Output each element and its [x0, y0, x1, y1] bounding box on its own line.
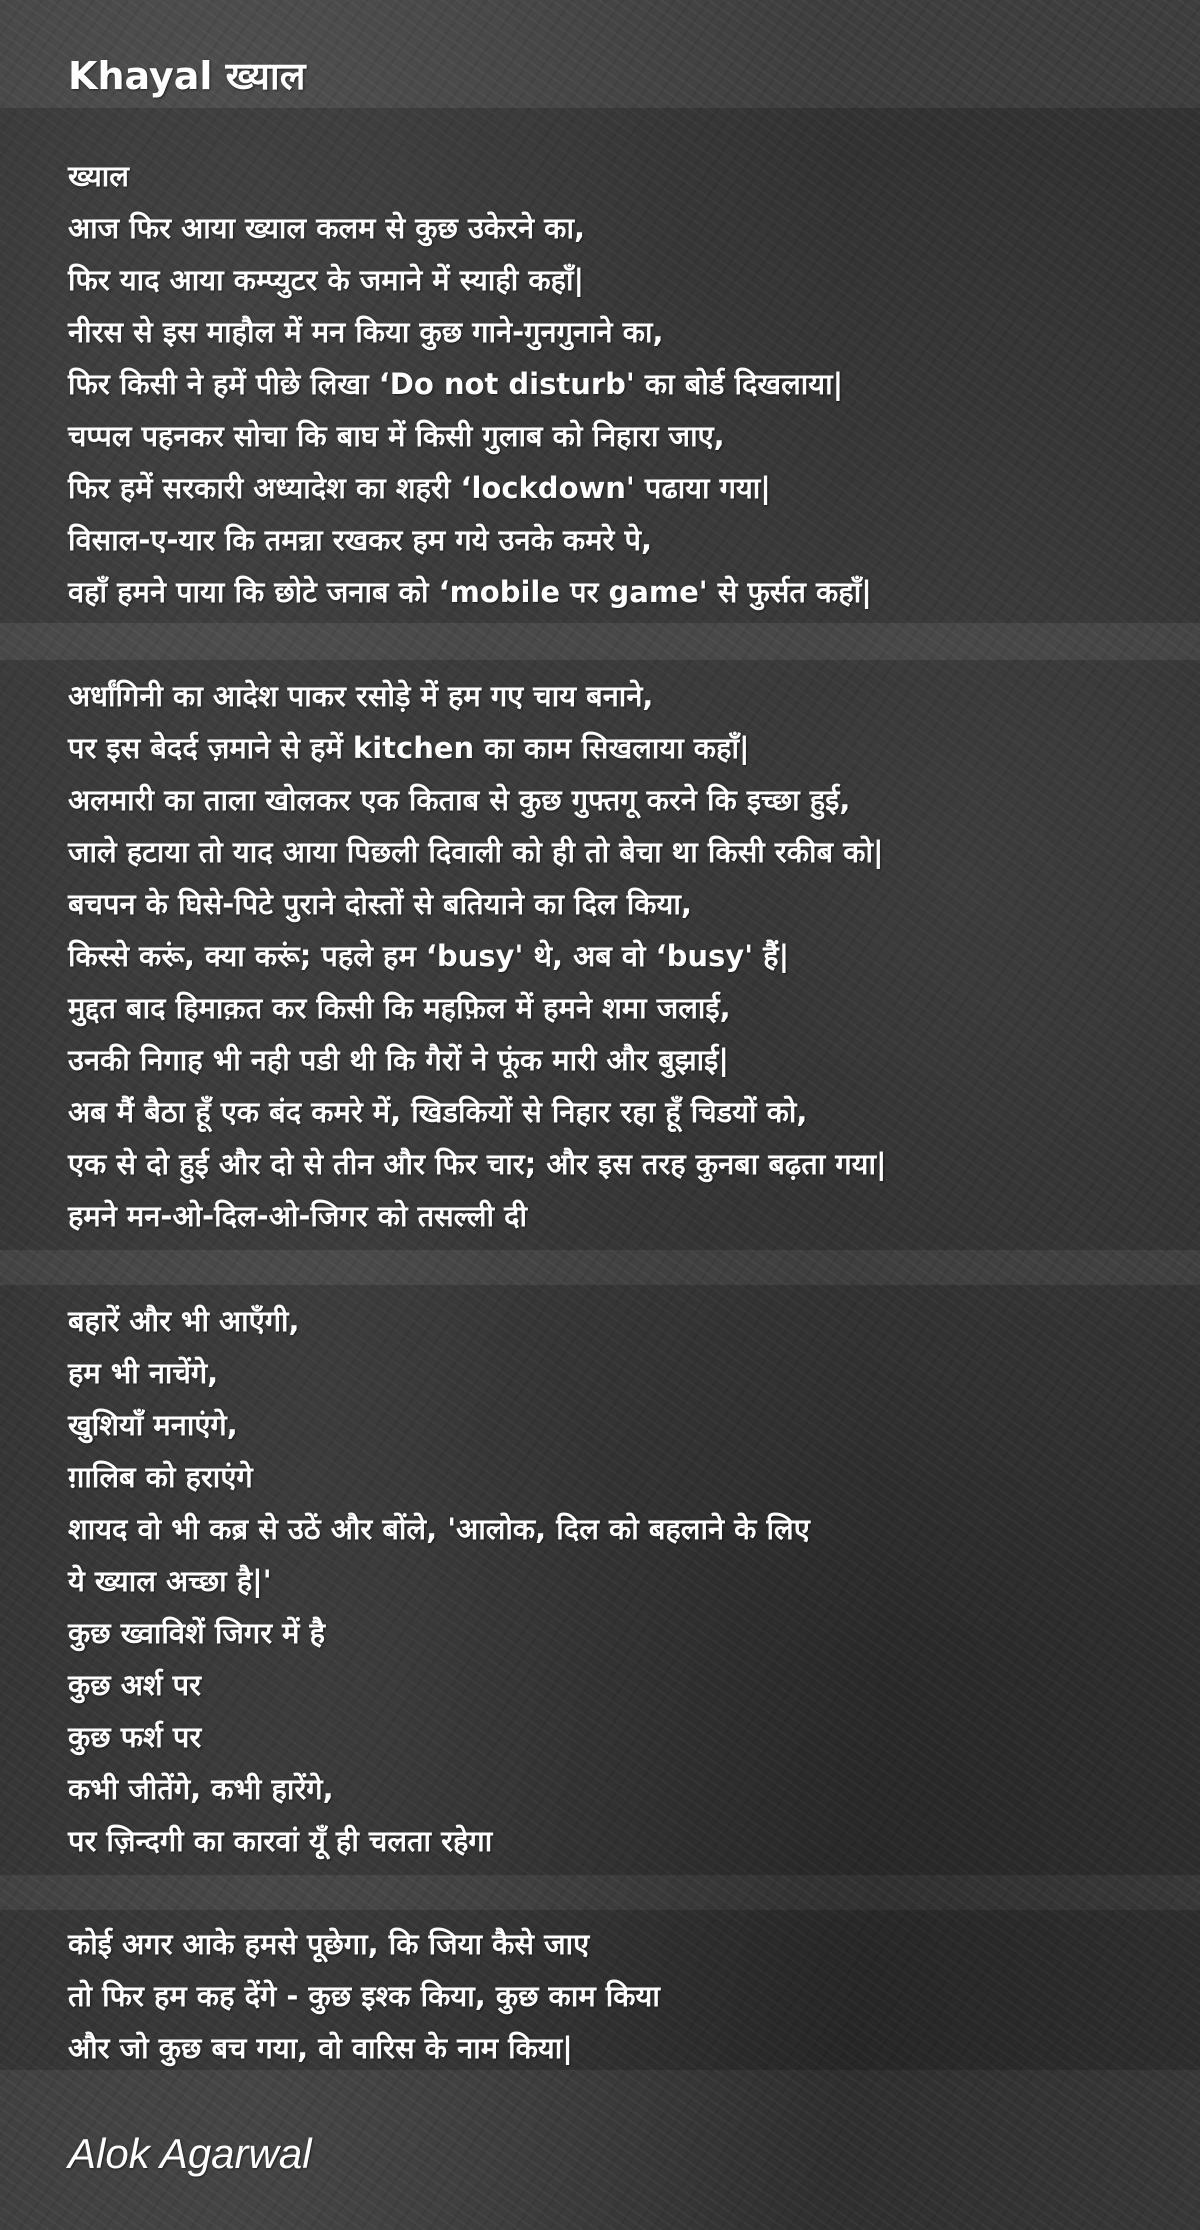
poem-line: नीरस से इस माहौल में मन किया कुछ गाने-गुनगुनाने का,: [68, 315, 664, 349]
poem-title: Khayal ख्याल: [68, 54, 306, 98]
poem-line: कुछ फर्श पर: [68, 1720, 202, 1754]
poem-line: कभी जीतेंगे, कभी हारेंगे,: [68, 1772, 334, 1806]
poem-line: कुछ अर्श पर: [68, 1668, 202, 1702]
poem-line: उनकी निगाह भी नही पडी थी कि गैरों ने फूंक मारी और बुझाई|: [68, 1043, 729, 1077]
poem-line: कुछ ख्वाविशें जिगर में है: [68, 1616, 326, 1650]
poem-line: अर्धांगिनी का आदेश पाकर रसोड़े में हम गए चाय बनाने,: [68, 679, 654, 713]
poem-line: अब मैं बैठा हूँ एक बंद कमरे में, खिडकियों से निहार रहा हूँ चिडयों को,: [68, 1095, 808, 1129]
stanza-2: [68, 670, 1168, 1242]
stanza-1: [68, 150, 1168, 618]
author-name: Alok Agarwal: [68, 2130, 312, 2177]
stanza-3: [68, 1295, 1168, 1867]
poem-line: तो फिर हम कह देंगे - कुछ इश्क किया, कुछ काम किया: [68, 1979, 660, 2013]
poem-line: हम भी नाचेंगे,: [68, 1356, 219, 1390]
poem-line: ये ख्याल अच्छा है|': [68, 1564, 272, 1598]
poem-line: ग़ालिब को हराएंगे: [68, 1460, 253, 1494]
poem-line: पर इस बेदर्द ज़माने से हमें kitchen का काम सिखलाया कहाँ|: [68, 731, 750, 765]
poem-line: वहाँ हमने पाया कि छोटे जनाब को ‘mobile पर game' से फुर्सत कहाँ|: [68, 575, 872, 609]
poem-line: हमने मन-ओ-दिल-ओ-जिगर को तसल्ली दी: [68, 1199, 528, 1233]
poem-line: फिर हमें सरकारी अध्यादेश का शहरी ‘lockdown' पढाया गया|: [68, 471, 771, 505]
poem-line: कोई अगर आके हमसे पूछेगा, कि जिया कैसे जाए: [68, 1927, 590, 1961]
poem-line: विसाल-ए-यार कि तमन्ना रखकर हम गये उनके कमरे पे,: [68, 523, 653, 557]
poem-line: मुद्दत बाद हिमाक़त कर किसी कि महफ़िल में हमने शमा जलाई,: [68, 991, 731, 1025]
poem-line: जाले हटाया तो याद आया पिछली दिवाली को ही तो बेचा था किसी रकीब को|: [68, 835, 884, 869]
poem-line: किस्से करूं, क्या करूं; पहले हम ‘busy' थे, अब वो ‘busy' हैं|: [68, 939, 790, 973]
poem-line: फिर किसी ने हमें पीछे लिखा ‘Do not disturb' का बोर्ड दिखलाया|: [68, 367, 844, 401]
poem-line: ख्याल: [68, 159, 129, 193]
poem-line: बहारें और भी आएँगी,: [68, 1304, 300, 1338]
poem-line: अलमारी का ताला खोलकर एक किताब से कुछ गुफ्तगू करने कि इच्छा हुई,: [68, 783, 851, 817]
poem-line: शायद वो भी कब्र से उठें और बोंले, 'आलोक, दिल को बहलाने के लिए: [68, 1512, 810, 1546]
poem-line: एक से दो हुई और दो से तीन और फिर चार; और इस तरह कुनबा बढ़ता गया|: [68, 1147, 887, 1181]
poem-line: और जो कुछ बच गया, वो वारिस के नाम किया|: [68, 2031, 573, 2065]
stanza-4: [68, 1918, 1168, 2074]
poem-line: बचपन के घिसे-पिटे पुराने दोस्तों से बतियाने का दिल किया,: [68, 887, 692, 921]
poem-line: पर ज़िन्दगी का कारवां यूँ ही चलता रहेगा: [68, 1824, 493, 1858]
poem-line: खुशियाँ मनाएंगे,: [68, 1408, 238, 1442]
poem-line: चप्पल पहनकर सोचा कि बाघ में किसी गुलाब को निहारा जाए,: [68, 419, 725, 453]
poem-line: फिर याद आया कम्प्युटर के जमाने में स्याही कहाँ|: [68, 263, 585, 297]
poem-line: आज फिर आया ख्याल कलम से कुछ उकेरने का,: [68, 211, 585, 245]
